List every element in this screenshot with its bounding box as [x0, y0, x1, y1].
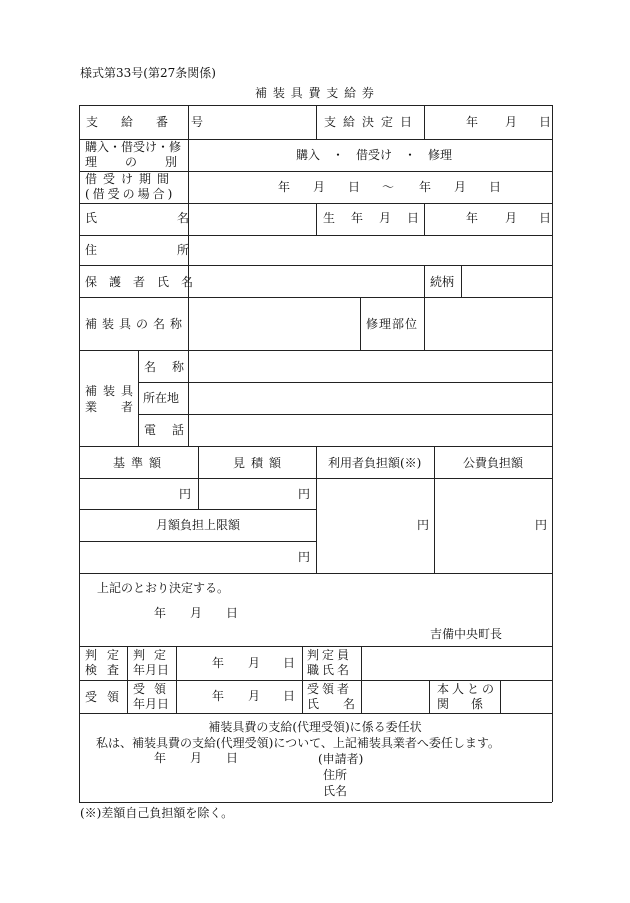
- label-hantei-kensa-2: 検査: [85, 663, 130, 677]
- kikan-date-range-field[interactable]: 年 月 日 〜 年 月 日: [278, 180, 502, 194]
- juryo-date-field[interactable]: 年 月 日: [212, 689, 296, 703]
- kettei-text: 上記のとおり決定する。: [97, 581, 230, 595]
- mitsumorigaku-yen: 円: [298, 487, 311, 501]
- label-zokugara: 続柄: [430, 275, 455, 289]
- gyosha-meisho-field[interactable]: [189, 351, 551, 381]
- label-getsugaku-jogen: 月額負担上限額: [156, 518, 241, 532]
- label-juryo-nengappi-2: 年月日: [133, 697, 170, 711]
- kohi-futan-field[interactable]: [435, 479, 551, 572]
- label-mitsumorigaku: 見積額: [233, 456, 288, 470]
- label-hantei-in-2: 職氏名: [307, 663, 353, 677]
- label-shuri-bui: 修理部位: [366, 317, 419, 331]
- shikyu-kettei-date-field[interactable]: 年 月 日: [466, 115, 552, 129]
- riyosha-futan-yen: 円: [417, 518, 430, 532]
- label-juryo: 受領: [85, 690, 130, 704]
- gyosha-denwa-field[interactable]: [189, 415, 551, 445]
- form-title: 補 装 具 費 支 給 券: [255, 86, 375, 100]
- seinengappi-field[interactable]: 年 月 日: [466, 211, 552, 225]
- getsugaku-jogen-yen: 円: [298, 550, 311, 564]
- chocho-name: 吉備中央町長: [430, 627, 503, 641]
- gyosha-shozaichi-field[interactable]: [189, 383, 551, 413]
- inin-shinseisha: (申請者): [318, 752, 364, 766]
- riyosha-futan-field[interactable]: [317, 479, 433, 572]
- label-kohi-futan: 公費負担額: [463, 456, 524, 470]
- label-kikan-line2: (借受の場合): [85, 187, 176, 201]
- inin-date[interactable]: 年 月 日: [154, 751, 239, 765]
- label-seinengappi: 生年月日: [323, 211, 436, 225]
- label-denwa: 電話: [144, 423, 201, 437]
- honnin-kankei-field[interactable]: [501, 681, 551, 712]
- shuri-bui-field[interactable]: [425, 298, 551, 349]
- label-hantei-nengappi-2: 年月日: [133, 663, 170, 677]
- kijungaku-yen: 円: [179, 487, 192, 501]
- hosougu-meisho-field[interactable]: [189, 298, 359, 349]
- label-gyosha-line1: 補装具: [85, 384, 140, 398]
- inin-jusho-label: 住所: [323, 768, 348, 782]
- label-juryosha-2: 氏名: [307, 697, 380, 711]
- kettei-date[interactable]: 年 月 日: [154, 606, 239, 620]
- shikyu-bango-field[interactable]: [189, 106, 315, 138]
- label-kubetsu-line1: 購入・借受け・修: [85, 140, 182, 154]
- label-hantei-kensa-1: 判定: [85, 648, 130, 662]
- jusho-field[interactable]: [189, 236, 551, 264]
- label-kijungaku: 基準額: [113, 456, 168, 470]
- label-hantei-in-1: 判定員: [307, 648, 353, 662]
- label-gyosha-line2: 業者: [85, 400, 158, 414]
- label-hantei-nengappi-1: 判定: [133, 648, 176, 662]
- hogosha-shimei-field[interactable]: [189, 266, 423, 296]
- label-shikyu-bango: 支給番号: [86, 115, 227, 129]
- hantei-date-field[interactable]: 年 月 日: [212, 656, 296, 670]
- label-kikan-line1: 借受け期間: [85, 172, 176, 186]
- kohi-futan-yen: 円: [535, 518, 548, 532]
- inin-shimei-label: 氏名: [323, 784, 348, 798]
- label-jusho: 住所: [85, 243, 270, 257]
- label-riyosha-futan: 利用者負担額(※): [328, 456, 422, 470]
- label-shikyu-kettei-bi: 支給決定日: [324, 115, 420, 129]
- inin-body: 私は、補装具費の支給(代理受領)について、上記補装具業者へ委任します。: [96, 736, 500, 750]
- inin-shimei-field[interactable]: [352, 782, 542, 798]
- inin-jusho-field[interactable]: [352, 766, 542, 782]
- label-honnin-kankei-1: 本人との: [437, 682, 498, 696]
- label-shimei: 氏名: [85, 211, 270, 225]
- inin-title: 補装具費の支給(代理受領)に係る委任状: [208, 720, 422, 734]
- label-juryo-nengappi-1: 受領: [133, 682, 176, 696]
- label-honnin-kankei-2: 関係: [437, 697, 506, 711]
- getsugaku-jogen-field[interactable]: [80, 542, 315, 572]
- kubetsu-options[interactable]: 購入 ・ 借受け ・ 修理: [296, 148, 453, 162]
- label-meisho: 名称: [144, 360, 201, 374]
- shimei-field[interactable]: [189, 204, 315, 234]
- label-shozaichi: 所在地: [143, 391, 180, 405]
- juryosha-field[interactable]: [362, 681, 428, 712]
- form-reference: 様式第33号(第27条関係): [80, 66, 216, 80]
- label-hosougu-meisho: 補装具の名称: [85, 317, 188, 331]
- footnote: (※)差額自己負担額を除く。: [80, 806, 234, 820]
- label-hogosha-shimei: 保護者氏名: [85, 275, 206, 289]
- zokugara-field[interactable]: [462, 266, 551, 296]
- label-juryosha-1: 受領者: [307, 682, 353, 696]
- hantei-in-field[interactable]: [362, 647, 551, 679]
- label-kubetsu-line2: 理の別: [85, 155, 206, 169]
